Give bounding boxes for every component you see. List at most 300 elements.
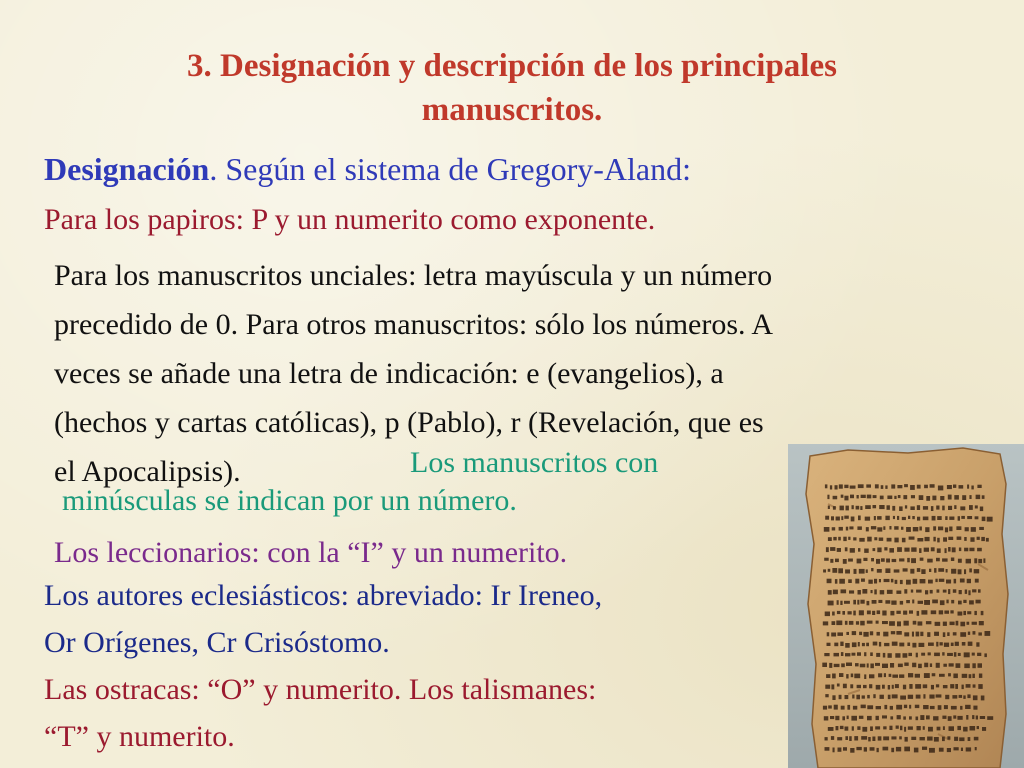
ink-stroke: [862, 643, 865, 646]
ink-stroke: [828, 537, 832, 541]
ink-stroke: [923, 726, 925, 730]
ink-stroke: [975, 505, 978, 508]
ink-stroke: [903, 716, 906, 719]
ink-stroke: [839, 579, 845, 584]
ink-stroke: [958, 516, 960, 521]
ink-stroke: [954, 505, 956, 509]
ink-stroke: [855, 579, 859, 584]
ink-stroke: [830, 559, 833, 563]
ink-stroke: [824, 653, 829, 656]
ink-stroke: [919, 527, 922, 531]
ink-stroke: [865, 505, 871, 509]
ink-stroke: [950, 684, 954, 688]
ink-stroke: [976, 716, 978, 720]
ink-stroke: [827, 495, 829, 499]
ink-stroke: [850, 548, 855, 553]
ink-stroke: [885, 485, 887, 489]
ink-stroke: [884, 579, 890, 582]
ink-stroke: [883, 526, 885, 530]
ink-stroke: [853, 706, 857, 710]
ink-stroke: [915, 705, 920, 708]
ink-stroke: [841, 516, 843, 520]
ink-stroke: [979, 621, 984, 625]
ink-stroke: [875, 663, 880, 666]
ink-stroke: [828, 590, 832, 595]
ink-stroke: [916, 653, 918, 658]
ink-stroke: [874, 516, 876, 520]
ink-stroke: [903, 685, 906, 690]
ink-stroke: [822, 663, 827, 667]
ink-stroke: [918, 664, 922, 668]
minusculas-line-2: minúsculas se indican por un número.: [62, 484, 517, 517]
ink-stroke: [965, 590, 967, 594]
ink-stroke: [928, 727, 933, 732]
ink-stroke: [870, 664, 874, 669]
ink-stroke: [920, 737, 925, 740]
ink-stroke: [972, 653, 975, 656]
ink-stroke: [948, 589, 950, 594]
ink-stroke: [960, 632, 966, 637]
ink-stroke: [846, 663, 852, 667]
ink-stroke: [904, 548, 909, 552]
ink-stroke: [930, 484, 935, 488]
ink-stroke: [923, 517, 929, 521]
ink-stroke: [910, 485, 915, 490]
ink-stroke: [895, 580, 898, 584]
ink-stroke: [891, 579, 894, 583]
ink-stroke: [870, 631, 873, 635]
ink-stroke: [969, 674, 972, 678]
ink-stroke: [825, 685, 830, 689]
ink-stroke: [873, 505, 877, 508]
ink-stroke: [867, 716, 872, 720]
ink-stroke: [971, 527, 976, 532]
ink-stroke: [925, 527, 929, 532]
designacion-label: Designación: [44, 151, 210, 187]
ink-stroke: [859, 538, 864, 542]
ink-stroke: [897, 516, 899, 520]
ink-stroke: [946, 580, 951, 584]
ink-stroke: [831, 516, 834, 520]
ink-stroke: [899, 558, 904, 561]
ink-stroke: [932, 496, 936, 501]
ink-stroke: [850, 748, 854, 753]
ink-stroke: [903, 611, 907, 615]
ink-stroke: [916, 717, 919, 721]
ink-stroke: [835, 559, 839, 563]
ink-stroke: [916, 590, 922, 593]
ink-stroke: [985, 631, 991, 636]
ink-stroke: [977, 485, 981, 488]
ink-stroke: [868, 737, 871, 741]
ink-stroke: [955, 642, 959, 646]
ink-stroke: [899, 506, 903, 511]
ink-stroke: [896, 747, 901, 752]
ink-stroke: [953, 589, 957, 593]
ink-stroke: [864, 549, 869, 553]
ink-stroke: [857, 495, 859, 499]
ink-stroke: [912, 663, 916, 668]
ink-stroke: [836, 726, 839, 730]
ink-stroke: [932, 673, 936, 676]
ink-stroke: [924, 600, 930, 605]
ink-stroke: [966, 715, 968, 720]
ink-stroke: [867, 621, 873, 624]
ink-stroke: [845, 569, 850, 573]
ink-stroke: [828, 705, 832, 708]
ink-stroke: [823, 621, 828, 625]
ink-stroke: [894, 526, 898, 530]
ink-stroke: [981, 696, 985, 701]
ink-stroke: [892, 694, 898, 698]
ink-stroke: [965, 527, 969, 531]
ink-stroke: [830, 485, 832, 489]
ink-stroke: [964, 652, 970, 657]
ink-stroke: [844, 496, 848, 501]
ink-stroke: [857, 526, 862, 530]
ink-stroke: [837, 737, 842, 740]
ink-stroke: [909, 705, 911, 709]
ink-stroke: [887, 590, 893, 594]
ink-stroke: [908, 726, 913, 729]
ink-stroke: [936, 558, 940, 562]
ink-stroke: [976, 495, 981, 499]
ink-stroke: [975, 747, 977, 750]
ink-stroke: [943, 726, 945, 730]
ink-stroke: [930, 706, 935, 709]
ink-stroke: [914, 748, 919, 753]
ink-stroke: [877, 548, 881, 553]
ink-stroke: [870, 652, 873, 656]
ink-stroke: [889, 548, 894, 553]
ink-stroke: [965, 705, 971, 709]
ink-stroke: [894, 538, 898, 543]
ink-stroke: [967, 611, 971, 614]
ink-stroke: [969, 495, 971, 499]
ink-stroke: [846, 674, 848, 678]
ink-stroke: [886, 559, 890, 563]
ink-stroke: [982, 517, 986, 522]
ink-stroke: [969, 505, 973, 510]
ink-stroke: [934, 632, 939, 636]
ink-stroke: [878, 673, 882, 677]
ink-stroke: [908, 653, 912, 656]
ink-stroke: [839, 695, 842, 699]
ink-stroke: [892, 506, 895, 511]
ink-stroke: [940, 600, 945, 605]
ink-stroke: [977, 537, 980, 540]
ink-stroke: [844, 485, 848, 488]
ink-stroke: [924, 548, 929, 552]
ink-stroke: [913, 579, 918, 584]
ink-stroke: [921, 653, 925, 656]
ink-stroke: [942, 558, 948, 561]
ink-stroke: [919, 495, 924, 500]
ink-stroke: [879, 579, 881, 582]
ink-stroke: [911, 590, 913, 593]
ink-stroke: [962, 685, 964, 690]
ink-stroke: [871, 558, 874, 561]
ink-stroke: [824, 716, 829, 720]
ink-stroke: [898, 495, 901, 498]
ink-stroke: [904, 747, 910, 752]
ink-stroke: [974, 558, 977, 563]
ink-stroke: [968, 642, 973, 646]
ink-stroke: [943, 664, 947, 667]
ink-stroke: [923, 506, 928, 510]
papyrus-manuscript-image: [788, 444, 1024, 768]
ink-stroke: [933, 526, 936, 530]
slide-title: [0, 44, 1024, 132]
ink-stroke: [920, 715, 924, 720]
ink-stroke: [936, 506, 939, 510]
ink-stroke: [893, 516, 895, 519]
ink-stroke: [846, 506, 849, 511]
ink-stroke: [970, 537, 974, 542]
ink-stroke: [960, 506, 965, 510]
ink-stroke: [891, 748, 894, 752]
ink-stroke: [915, 674, 920, 678]
ink-stroke: [956, 621, 959, 626]
ink-stroke: [947, 632, 949, 636]
ink-stroke: [972, 622, 977, 625]
ink-stroke: [945, 527, 948, 532]
ink-stroke: [959, 548, 961, 552]
ink-stroke: [850, 486, 856, 489]
ink-stroke: [869, 674, 874, 678]
ink-stroke: [974, 569, 980, 573]
ink-stroke: [973, 631, 976, 635]
ink-stroke: [948, 537, 953, 540]
ink-stroke: [870, 726, 873, 731]
slide-title-line-1: 3. Designación y descripción de los principales: [187, 48, 837, 84]
ink-stroke: [943, 632, 946, 637]
ink-stroke: [936, 663, 940, 668]
unciales-line: Para los manuscritos unciales: letra mayúscula y un número: [54, 259, 773, 292]
ink-stroke: [943, 685, 948, 688]
ink-stroke: [869, 684, 872, 688]
ink-stroke: [982, 495, 985, 499]
ink-stroke: [836, 621, 842, 626]
ink-stroke: [823, 706, 827, 710]
ink-stroke: [976, 642, 979, 646]
ink-stroke: [969, 568, 972, 572]
ink-stroke: [966, 684, 971, 688]
ink-stroke: [849, 590, 854, 593]
ink-stroke: [899, 674, 904, 678]
ink-stroke: [885, 568, 890, 573]
ink-stroke: [904, 632, 909, 636]
ink-stroke: [825, 737, 828, 740]
ink-stroke: [887, 538, 892, 542]
ink-stroke: [838, 568, 843, 573]
ink-stroke: [900, 601, 903, 605]
ink-stroke: [883, 736, 889, 740]
ink-stroke: [910, 569, 914, 574]
ink-stroke: [876, 706, 881, 709]
ink-stroke: [927, 559, 933, 563]
ink-stroke: [883, 747, 889, 751]
ink-stroke: [851, 517, 855, 522]
ink-stroke: [964, 664, 970, 669]
ink-stroke: [827, 643, 831, 646]
ink-stroke: [919, 548, 921, 553]
ink-stroke: [978, 663, 983, 668]
ink-stroke: [870, 747, 875, 751]
ink-stroke: [901, 527, 903, 530]
ink-stroke: [900, 696, 906, 700]
ink-stroke: [843, 684, 847, 689]
ink-stroke: [836, 517, 840, 521]
ink-stroke: [928, 643, 934, 646]
ink-stroke: [858, 642, 860, 646]
ink-stroke: [972, 715, 974, 719]
ink-stroke: [888, 653, 892, 658]
ink-stroke: [937, 538, 940, 543]
ink-stroke: [840, 506, 844, 511]
ink-stroke: [912, 643, 916, 648]
ink-stroke: [968, 737, 971, 741]
ink-stroke: [867, 663, 869, 667]
ink-stroke: [912, 516, 915, 519]
ink-stroke: [978, 589, 981, 592]
ink-stroke: [879, 538, 884, 541]
ink-stroke: [902, 517, 906, 520]
ink-stroke: [909, 684, 912, 689]
ostracas-line-2: “T” y numerito.: [44, 720, 235, 753]
ink-stroke: [900, 580, 903, 584]
ink-stroke: [955, 684, 958, 689]
ink-stroke: [978, 632, 982, 635]
ink-stroke: [920, 558, 924, 561]
ink-stroke: [917, 611, 920, 616]
ink-stroke: [832, 568, 837, 573]
ink-stroke: [938, 568, 944, 572]
ink-stroke: [972, 674, 975, 678]
ink-stroke: [880, 590, 885, 594]
designacion-text: . Según el sistema de Gregory-Aland:: [209, 151, 691, 187]
ink-stroke: [838, 748, 842, 752]
ink-stroke: [904, 621, 909, 626]
ink-stroke: [958, 612, 963, 616]
ink-stroke: [917, 485, 921, 489]
ink-stroke: [972, 663, 975, 668]
ink-stroke: [825, 694, 828, 697]
ink-stroke: [848, 537, 850, 540]
ink-stroke: [943, 537, 947, 541]
ink-stroke: [958, 559, 962, 563]
ink-stroke: [841, 589, 847, 593]
ink-stroke: [860, 600, 864, 604]
ink-stroke: [907, 643, 910, 647]
ink-stroke: [833, 506, 836, 510]
ink-stroke: [850, 495, 854, 499]
ink-stroke: [973, 684, 976, 687]
ink-stroke: [974, 737, 979, 741]
ink-stroke: [931, 506, 934, 511]
ink-stroke: [954, 495, 959, 500]
ink-stroke: [976, 600, 981, 604]
ink-stroke: [848, 579, 852, 583]
ink-stroke: [857, 652, 861, 656]
ink-stroke: [958, 569, 962, 574]
ink-stroke: [904, 727, 906, 732]
ink-stroke: [956, 526, 961, 530]
ink-stroke: [890, 716, 893, 719]
ink-stroke: [888, 695, 891, 699]
ink-stroke: [894, 569, 900, 572]
ink-stroke: [834, 664, 840, 667]
ink-stroke: [882, 715, 887, 718]
ink-stroke: [830, 547, 835, 551]
ink-stroke: [843, 559, 847, 564]
ink-stroke: [842, 716, 845, 720]
ink-stroke: [872, 600, 877, 604]
ink-stroke: [864, 747, 867, 751]
ink-stroke: [837, 611, 841, 614]
ink-stroke: [849, 736, 852, 741]
ink-stroke: [931, 610, 937, 614]
ink-stroke: [875, 484, 879, 488]
ink-stroke: [841, 652, 844, 656]
ink-stroke: [876, 716, 879, 720]
ink-stroke: [877, 527, 882, 531]
ink-stroke: [922, 747, 927, 750]
unciales-line: (hechos y cartas católicas), p (Pablo), r (Revelación, que es: [54, 406, 764, 439]
ink-stroke: [934, 568, 936, 573]
ink-stroke: [895, 653, 900, 658]
ink-stroke: [876, 621, 879, 624]
ink-stroke: [871, 526, 876, 529]
ink-stroke: [911, 547, 916, 551]
ink-stroke: [948, 673, 951, 676]
ink-stroke: [896, 611, 900, 614]
ink-stroke: [959, 695, 963, 698]
ink-stroke: [879, 505, 884, 509]
ink-stroke: [867, 705, 873, 709]
ink-stroke: [943, 622, 947, 626]
ink-stroke: [944, 611, 949, 614]
ink-stroke: [845, 621, 848, 625]
ink-stroke: [832, 621, 836, 625]
ink-stroke: [973, 706, 977, 710]
ink-stroke: [916, 632, 920, 637]
ink-stroke: [936, 684, 939, 687]
ink-stroke: [930, 663, 932, 667]
ink-stroke: [987, 517, 993, 522]
ink-stroke: [892, 675, 898, 678]
ink-stroke: [897, 547, 902, 552]
ink-stroke: [828, 601, 834, 606]
ink-stroke: [857, 600, 859, 605]
ink-stroke: [854, 674, 860, 679]
ink-stroke: [859, 632, 862, 635]
ink-stroke: [875, 726, 880, 729]
ink-stroke: [889, 726, 892, 730]
ink-stroke: [826, 674, 830, 678]
ink-stroke: [847, 716, 849, 720]
ink-stroke: [861, 495, 866, 498]
ink-stroke: [967, 485, 969, 489]
ink-stroke: [849, 621, 854, 625]
ink-stroke: [897, 621, 901, 626]
ink-stroke: [845, 653, 850, 656]
ink-stroke: [902, 538, 906, 543]
ink-stroke: [911, 558, 916, 563]
ink-stroke: [947, 653, 953, 656]
ink-stroke: [923, 694, 925, 698]
ink-stroke: [856, 506, 860, 510]
